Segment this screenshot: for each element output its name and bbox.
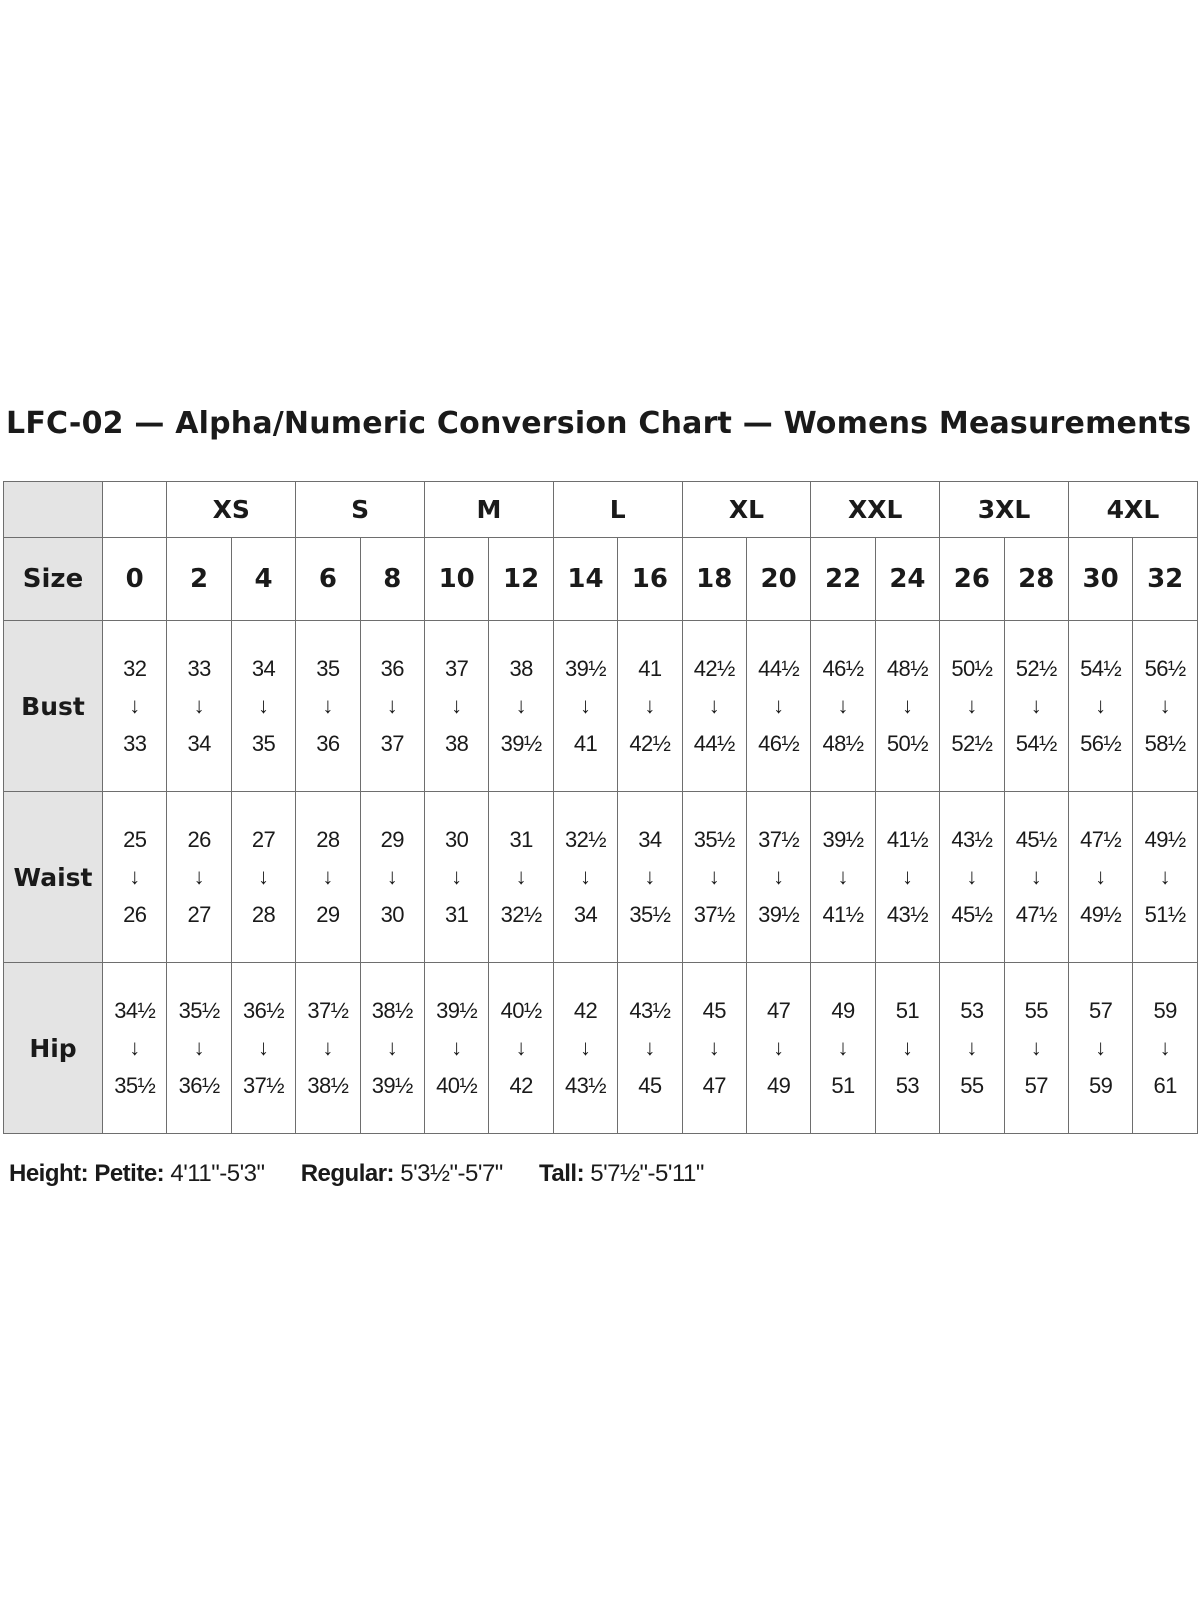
measurement-range-cell: [103, 792, 167, 963]
alpha-size-header: XXL: [811, 482, 940, 538]
range-min: 34: [251, 655, 276, 681]
height-label: Height:: [9, 1160, 89, 1187]
range-max: 44½: [693, 730, 735, 756]
range-min: 59: [1153, 997, 1177, 1023]
range-max: 46½: [758, 730, 800, 756]
measurement-range-cell: [360, 792, 424, 963]
measurement-range-cell: [296, 621, 360, 792]
measurement-range-cell: [618, 621, 682, 792]
range-max: 41½: [822, 901, 864, 927]
range-min: 44½: [758, 655, 800, 681]
range-min: 54½: [1080, 655, 1122, 681]
range-min: 26: [187, 826, 211, 852]
measurement-range-cell: [682, 963, 746, 1134]
range-max: 47: [702, 1072, 726, 1098]
arrow-down-icon: ↓: [1095, 693, 1107, 719]
range-min: 39½: [564, 655, 606, 681]
arrow-down-icon: ↓: [966, 1035, 978, 1061]
range-max: 51½: [1144, 901, 1186, 927]
range-max: 38½: [307, 1072, 349, 1098]
range-min: 42½: [693, 655, 735, 681]
range-min: 27: [251, 826, 276, 852]
range-max: 35½: [629, 901, 671, 927]
arrow-down-icon: ↓: [644, 693, 656, 719]
arrow-down-icon: ↓: [773, 864, 785, 890]
arrow-down-icon: ↓: [1030, 864, 1042, 890]
range-min: 39½: [822, 826, 864, 852]
arrow-down-icon: ↓: [257, 864, 269, 890]
arrow-down-icon: ↓: [451, 1035, 463, 1061]
arrow-down-icon: ↓: [1030, 693, 1042, 719]
arrow-down-icon: ↓: [579, 1035, 591, 1061]
measurement-label: Waist: [4, 792, 103, 963]
tall-value: 5'7½"-5'11": [590, 1160, 704, 1187]
numeric-size-header: 32: [1133, 538, 1198, 621]
size-conversion-table: [3, 481, 1198, 1134]
measurement-range-cell: [167, 792, 231, 963]
range-max: 38: [445, 730, 469, 756]
arrow-down-icon: ↓: [257, 693, 269, 719]
range-max: 43½: [886, 901, 928, 927]
arrow-down-icon: ↓: [579, 864, 591, 890]
measurement-range-cell: [618, 792, 682, 963]
range-max: 36½: [178, 1072, 220, 1098]
range-max: 47½: [1015, 901, 1057, 927]
numeric-size-header: 0: [103, 538, 167, 621]
measurement-range-cell: [1004, 963, 1068, 1134]
measurement-range-cell: [489, 792, 553, 963]
arrow-down-icon: ↓: [773, 1035, 785, 1061]
numeric-size-header: 20: [746, 538, 810, 621]
range-min: 34: [638, 826, 662, 852]
range-max: 39½: [758, 901, 800, 927]
alpha-size-header: L: [553, 482, 682, 538]
regular-value: 5'3½"-5'7": [400, 1160, 503, 1187]
range-min: 49½: [1144, 826, 1186, 852]
arrow-down-icon: ↓: [193, 1035, 205, 1061]
numeric-size-header: 2: [167, 538, 231, 621]
arrow-down-icon: ↓: [708, 1035, 720, 1061]
range-max: 43½: [564, 1072, 606, 1098]
measurement-range-cell: [103, 621, 167, 792]
arrow-down-icon: ↓: [837, 1035, 849, 1061]
measurement-range-cell: [489, 963, 553, 1134]
range-max: 50½: [886, 730, 928, 756]
range-min: 38: [509, 655, 533, 681]
range-max: 49: [767, 1072, 791, 1098]
measurement-range-cell: [424, 963, 488, 1134]
range-max: 45½: [951, 901, 993, 927]
range-min: 47: [767, 997, 791, 1023]
range-min: 29: [380, 826, 404, 852]
size-row-label: Size: [4, 538, 103, 621]
arrow-down-icon: ↓: [386, 1035, 398, 1061]
arrow-down-icon: ↓: [193, 864, 205, 890]
range-max: 59: [1088, 1072, 1113, 1098]
arrow-down-icon: ↓: [708, 864, 720, 890]
arrow-down-icon: ↓: [322, 693, 334, 719]
arrow-down-icon: ↓: [451, 864, 463, 890]
range-max: 31: [445, 901, 469, 927]
measurement-range-cell: [360, 621, 424, 792]
page-title: LFC-02 — Alpha/Numeric Conversion Chart — Womens Measurements: [6, 406, 1192, 441]
arrow-down-icon: ↓: [579, 693, 591, 719]
range-min: 52½: [1015, 655, 1057, 681]
measurement-range-cell: [231, 792, 295, 963]
measurement-range-cell: [1068, 963, 1132, 1134]
range-min: 32: [123, 655, 147, 681]
alpha-size-header: XS: [167, 482, 296, 538]
measurement-range-cell: [231, 963, 295, 1134]
range-max: 32½: [500, 901, 542, 927]
range-min: 51: [895, 997, 920, 1023]
range-min: 30: [445, 826, 469, 852]
range-min: 33: [187, 655, 211, 681]
measurement-range-cell: [296, 963, 360, 1134]
range-max: 54½: [1015, 730, 1057, 756]
range-min: 43½: [951, 826, 993, 852]
range-max: 26: [123, 901, 147, 927]
arrow-down-icon: ↓: [515, 693, 527, 719]
range-min: 39½: [436, 997, 478, 1023]
range-max: 35: [251, 730, 276, 756]
range-max: 52½: [951, 730, 993, 756]
range-min: 38½: [371, 997, 413, 1023]
measurement-range-cell: [875, 963, 939, 1134]
range-max: 45: [638, 1072, 662, 1098]
range-min: 41: [638, 655, 662, 681]
measurement-range-cell: [1068, 621, 1132, 792]
range-max: 27: [187, 901, 211, 927]
measurement-range-cell: [360, 963, 424, 1134]
range-max: 49½: [1080, 901, 1122, 927]
range-max: 39½: [371, 1072, 413, 1098]
measurement-range-cell: [811, 792, 875, 963]
measurement-range-cell: [1133, 963, 1198, 1134]
range-min: 37½: [758, 826, 800, 852]
range-max: 41: [573, 730, 598, 756]
range-max: 56½: [1080, 730, 1122, 756]
range-min: 25: [123, 826, 147, 852]
alpha-size-header: XL: [682, 482, 811, 538]
arrow-down-icon: ↓: [708, 693, 720, 719]
measurement-range-cell: [682, 621, 746, 792]
arrow-down-icon: ↓: [901, 1035, 913, 1061]
arrow-down-icon: ↓: [1095, 864, 1107, 890]
range-max: 55: [960, 1072, 984, 1098]
arrow-down-icon: ↓: [773, 693, 785, 719]
measurement-range-cell: [167, 621, 231, 792]
arrow-down-icon: ↓: [386, 693, 398, 719]
range-max: 51: [831, 1072, 855, 1098]
arrow-down-icon: ↓: [322, 864, 334, 890]
range-min: 47½: [1080, 826, 1122, 852]
numeric-size-header: 30: [1068, 538, 1132, 621]
numeric-size-header: 6: [296, 538, 360, 621]
numeric-size-header: 28: [1004, 538, 1068, 621]
range-max: 42½: [629, 730, 671, 756]
measurement-label: Hip: [4, 963, 103, 1134]
range-min: 34½: [114, 997, 156, 1023]
range-min: 42: [573, 997, 598, 1023]
arrow-down-icon: ↓: [129, 864, 141, 890]
arrow-down-icon: ↓: [257, 1035, 269, 1061]
range-max: 42: [509, 1072, 533, 1098]
range-max: 53: [895, 1072, 920, 1098]
arrow-down-icon: ↓: [644, 864, 656, 890]
arrow-down-icon: ↓: [837, 693, 849, 719]
measurement-range-cell: [875, 792, 939, 963]
corner-cell: [4, 482, 103, 538]
alpha-size-header: [103, 482, 167, 538]
range-max: 29: [316, 901, 340, 927]
numeric-size-row: [4, 538, 1198, 621]
petite-value: 4'11"-5'3": [170, 1160, 265, 1187]
measurement-range-cell: [1068, 792, 1132, 963]
range-max: 34: [573, 901, 598, 927]
numeric-size-header: 22: [811, 538, 875, 621]
range-max: 36: [316, 730, 340, 756]
range-min: 45: [702, 997, 726, 1023]
arrow-down-icon: ↓: [837, 864, 849, 890]
measurement-row-waist: [4, 792, 1198, 963]
arrow-down-icon: ↓: [129, 1035, 141, 1061]
arrow-down-icon: ↓: [966, 693, 978, 719]
range-max: 37½: [693, 901, 735, 927]
measurement-range-cell: [424, 621, 488, 792]
measurement-range-cell: [1004, 621, 1068, 792]
range-max: 39½: [500, 730, 542, 756]
range-min: 31: [509, 826, 533, 852]
range-min: 37: [445, 655, 469, 681]
numeric-size-header: 18: [682, 538, 746, 621]
measurement-range-cell: [682, 792, 746, 963]
measurement-range-cell: [553, 621, 617, 792]
range-max: 35½: [114, 1072, 156, 1098]
range-min: 49: [831, 997, 855, 1023]
arrow-down-icon: ↓: [515, 1035, 527, 1061]
range-min: 41½: [886, 826, 928, 852]
measurement-range-cell: [746, 621, 810, 792]
range-max: 37: [380, 730, 404, 756]
range-min: 32½: [564, 826, 606, 852]
arrow-down-icon: ↓: [644, 1035, 656, 1061]
alpha-size-header: 3XL: [940, 482, 1069, 538]
numeric-size-header: 16: [618, 538, 682, 621]
range-max: 61: [1153, 1072, 1177, 1098]
measurement-label: Bust: [4, 621, 103, 792]
range-max: 40½: [436, 1072, 478, 1098]
range-min: 36½: [242, 997, 284, 1023]
measurement-range-cell: [940, 963, 1004, 1134]
range-min: 28: [316, 826, 340, 852]
range-min: 57: [1088, 997, 1113, 1023]
range-max: 34: [187, 730, 211, 756]
alpha-size-header: 4XL: [1068, 482, 1197, 538]
range-min: 37½: [307, 997, 349, 1023]
range-max: 30: [380, 901, 404, 927]
arrow-down-icon: ↓: [386, 864, 398, 890]
measurement-range-cell: [296, 792, 360, 963]
arrow-down-icon: ↓: [1159, 1035, 1171, 1061]
arrow-down-icon: ↓: [451, 693, 463, 719]
numeric-size-header: 26: [940, 538, 1004, 621]
measurement-range-cell: [940, 792, 1004, 963]
numeric-size-header: 14: [553, 538, 617, 621]
measurement-range-cell: [811, 963, 875, 1134]
measurement-range-cell: [940, 621, 1004, 792]
measurement-row-hip: [4, 963, 1198, 1134]
measurement-range-cell: [553, 963, 617, 1134]
arrow-down-icon: ↓: [515, 864, 527, 890]
regular-label: Regular:: [300, 1160, 395, 1187]
measurement-range-cell: [103, 963, 167, 1134]
measurement-range-cell: [231, 621, 295, 792]
numeric-size-header: 8: [360, 538, 424, 621]
numeric-size-header: 4: [231, 538, 295, 621]
numeric-size-header: 10: [424, 538, 488, 621]
range-max: 58½: [1144, 730, 1186, 756]
measurement-range-cell: [167, 963, 231, 1134]
measurement-row-bust: [4, 621, 1198, 792]
tall-label: Tall:: [539, 1160, 585, 1187]
measurement-range-cell: [875, 621, 939, 792]
arrow-down-icon: ↓: [129, 693, 141, 719]
measurement-range-cell: [1004, 792, 1068, 963]
height-footnote: [9, 1160, 704, 1188]
measurement-range-cell: [746, 963, 810, 1134]
range-min: 40½: [500, 997, 542, 1023]
measurement-range-cell: [553, 792, 617, 963]
range-min: 55: [1024, 997, 1048, 1023]
alpha-size-header: S: [296, 482, 425, 538]
range-min: 53: [960, 997, 984, 1023]
range-max: 28: [251, 901, 276, 927]
arrow-down-icon: ↓: [1159, 864, 1171, 890]
numeric-size-header: 24: [875, 538, 939, 621]
range-min: 50½: [951, 655, 993, 681]
petite-label: Petite:: [94, 1160, 165, 1187]
range-min: 43½: [629, 997, 671, 1023]
range-min: 35½: [693, 826, 735, 852]
measurement-range-cell: [618, 963, 682, 1134]
range-min: 35: [316, 655, 340, 681]
alpha-size-row: [4, 482, 1198, 538]
measurement-range-cell: [424, 792, 488, 963]
arrow-down-icon: ↓: [1159, 693, 1171, 719]
alpha-size-header: M: [424, 482, 553, 538]
arrow-down-icon: ↓: [193, 693, 205, 719]
range-max: 33: [123, 730, 147, 756]
range-min: 45½: [1015, 826, 1057, 852]
numeric-size-header: 12: [489, 538, 553, 621]
range-max: 57: [1024, 1072, 1048, 1098]
measurement-range-cell: [489, 621, 553, 792]
arrow-down-icon: ↓: [966, 864, 978, 890]
arrow-down-icon: ↓: [1095, 1035, 1107, 1061]
measurement-range-cell: [746, 792, 810, 963]
range-max: 37½: [242, 1072, 284, 1098]
measurement-range-cell: [1133, 792, 1198, 963]
measurement-range-cell: [811, 621, 875, 792]
range-min: 56½: [1144, 655, 1186, 681]
range-min: 36: [380, 655, 404, 681]
range-min: 48½: [886, 655, 928, 681]
range-min: 35½: [178, 997, 220, 1023]
arrow-down-icon: ↓: [901, 864, 913, 890]
arrow-down-icon: ↓: [1030, 1035, 1042, 1061]
range-min: 46½: [822, 655, 864, 681]
arrow-down-icon: ↓: [322, 1035, 334, 1061]
measurement-range-cell: [1133, 621, 1198, 792]
range-max: 48½: [822, 730, 864, 756]
arrow-down-icon: ↓: [901, 693, 913, 719]
